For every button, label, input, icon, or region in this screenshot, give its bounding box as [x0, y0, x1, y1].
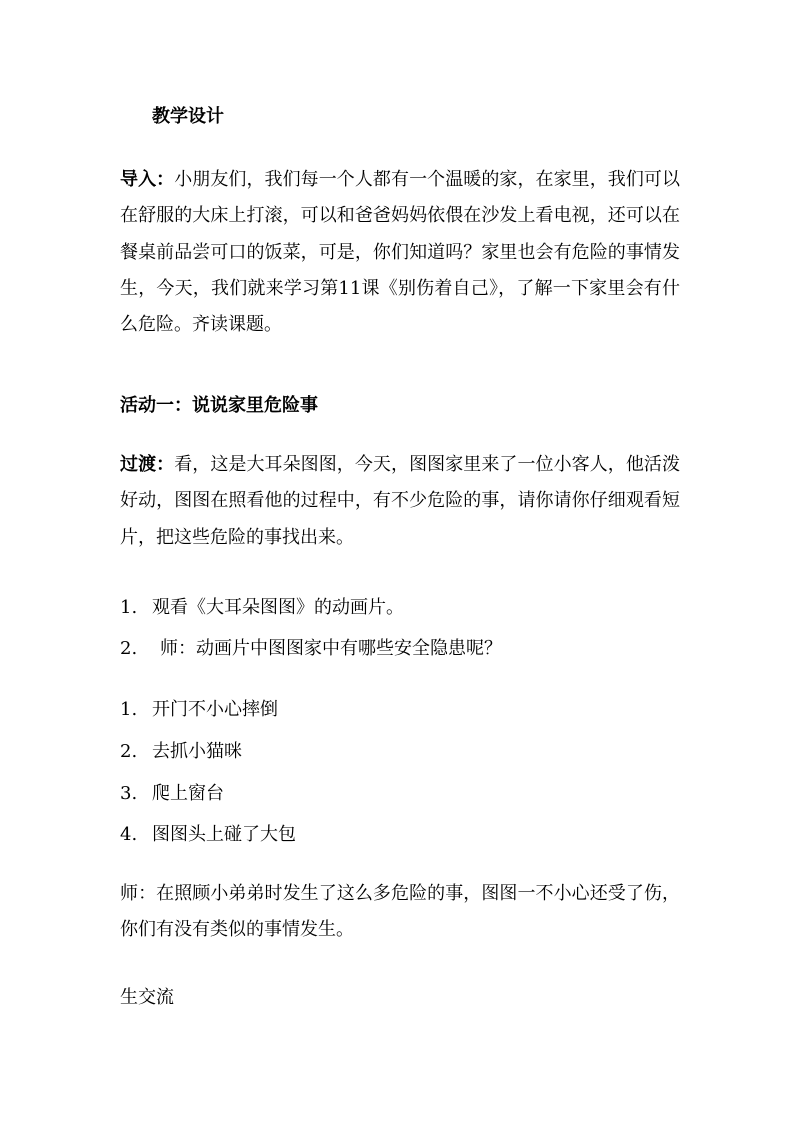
answer-number: 3. [120, 783, 138, 804]
answer-number: 1. [120, 699, 138, 720]
step-number: 1. [120, 597, 138, 618]
answer-text: 图图头上碰了大包 [152, 824, 296, 845]
intro-text: 小朋友们，我们每一个人都有一个温暖的家，在家里，我们可以在舒服的大床上打滚，可以和爸爸妈妈依偎在沙发上看电视，还可以在餐桌前品尝可口的饭菜，可是，你们知道吗？家里也会有危险的事情发生，今天，我们就来学习第11课《别伤着自己》，了解一下家里会有什么危险。齐读课题。 [120, 169, 681, 336]
answer-text: 开门不小心摔倒 [152, 699, 278, 720]
step-text: 观看《大耳朵图图》的动画片。 [152, 597, 404, 618]
transition-paragraph [120, 447, 680, 556]
teacher-remark: 师：在照顾小弟弟时发生了这么多危险的事，图图一不小心还受了伤，你们有没有类似的事情发生。 [120, 883, 680, 941]
document-title: 教学设计 [152, 106, 224, 127]
answer-item [120, 739, 242, 765]
answer-number: 4. [120, 824, 138, 845]
intro-label: 导入： [120, 169, 175, 190]
transition-label: 过渡： [120, 454, 175, 475]
answer-number: 2. [120, 741, 138, 762]
step-item [120, 595, 404, 621]
student-activity: 生交流 [120, 987, 174, 1008]
answer-item [120, 697, 278, 723]
answer-item [120, 822, 296, 848]
step-text: 师：动画片中图图家中有哪些安全隐患呢？ [160, 638, 502, 659]
answer-text: 爬上窗台 [152, 783, 224, 804]
activity1-heading: 活动一：说说家里危险事 [120, 395, 318, 416]
answer-text: 去抓小猫咪 [152, 741, 242, 762]
step-number: 2. [120, 638, 138, 659]
intro-paragraph [120, 162, 680, 343]
transition-text: 看，这是大耳朵图图，今天，图图家里来了一位小客人，他活泼好动，图图在照看他的过程中，有不少危险的事，请你请你仔细观看短片，把这些危险的事找出来。 [120, 454, 681, 548]
step-item [120, 636, 502, 662]
answer-item [120, 781, 224, 807]
